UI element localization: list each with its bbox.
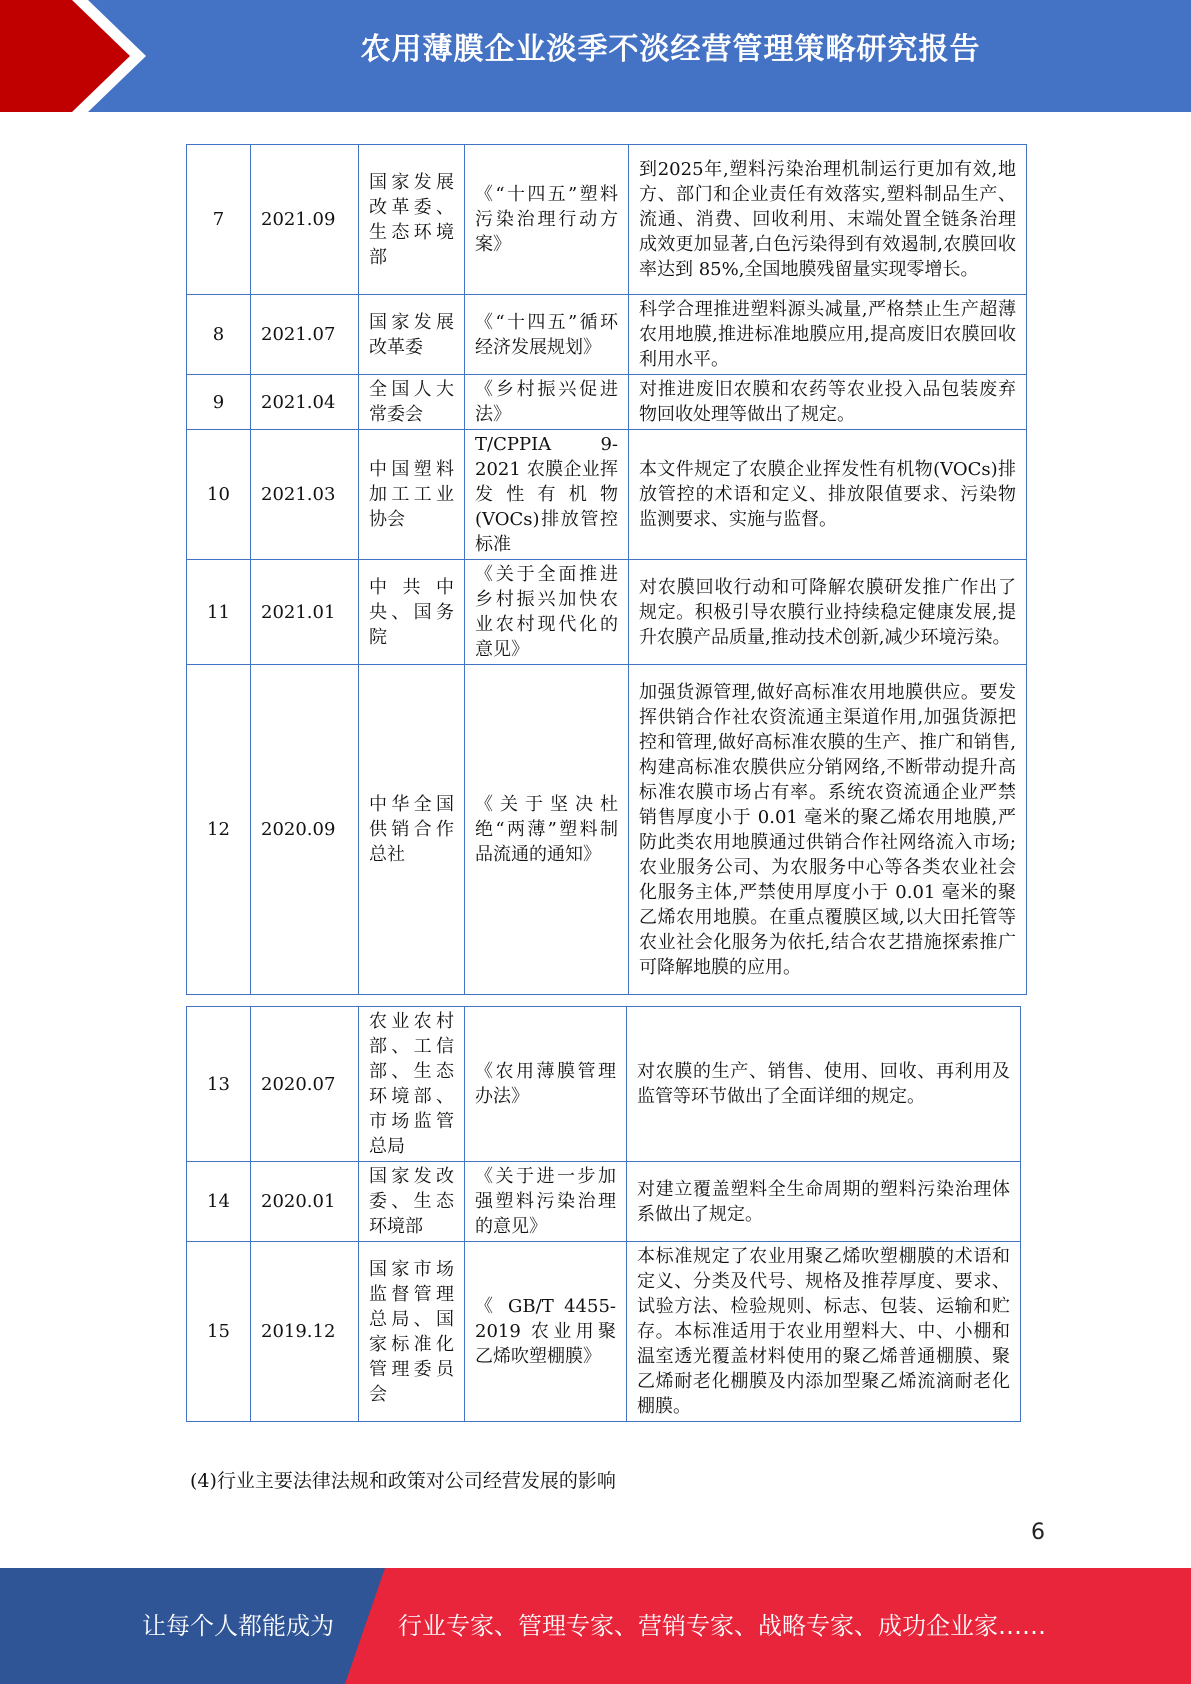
footer-slogan-right: 行业专家、管理专家、营销专家、战略专家、成功企业家……	[398, 1612, 1046, 1640]
row-issuer: 国家发展改革委、生态环境部	[359, 145, 465, 295]
row-number: 7	[187, 145, 251, 295]
row-content: 对农膜的生产、销售、使用、回收、再利用及监管等环节做出了全面详细的规定。	[627, 1007, 1021, 1162]
row-document: 《农用薄膜管理办法》	[465, 1007, 627, 1162]
row-issuer: 全国人大常委会	[359, 375, 465, 430]
row-number: 12	[187, 665, 251, 995]
row-number: 15	[187, 1242, 251, 1422]
row-document: T/CPPIA 9-2021 农膜企业挥发性有机物(VOCs)排放管控标准	[465, 430, 629, 560]
row-document: 《关于坚决杜绝“两薄”塑料制品流通的通知》	[465, 665, 629, 995]
row-issuer: 农业农村部、工信部、生态环境部、市场监管总局	[359, 1007, 465, 1162]
row-issuer: 国家发展改革委	[359, 295, 465, 375]
table-row	[187, 375, 1027, 430]
row-document: 《 GB/T 4455-2019 农业用聚乙烯吹塑棚膜》	[465, 1242, 627, 1422]
table-row	[187, 145, 1027, 295]
row-date: 2020.09	[251, 665, 359, 995]
row-date: 2021.07	[251, 295, 359, 375]
table-row	[187, 430, 1027, 560]
page-footer	[0, 1568, 1191, 1684]
row-document: 《关于全面推进乡村振兴加快农业农村现代化的意见》	[465, 560, 629, 665]
row-content: 科学合理推进塑料源头减量,严格禁止生产超薄农用地膜,推进标准地膜应用,提高废旧农膜回收利用水平。	[629, 295, 1027, 375]
footer-slogan-left: 让每个人都能成为	[142, 1612, 334, 1640]
section-heading: (4)行业主要法律法规和政策对公司经营发展的影响	[190, 1470, 616, 1492]
header-red-chevron	[0, 0, 150, 112]
row-issuer: 中共中央、国务院	[359, 560, 465, 665]
row-content: 到2025年,塑料污染治理机制运行更加有效,地方、部门和企业责任有效落实,塑料制品生产、流通、消费、回收利用、末端处置全链条治理成效更加显著,白色污染得到有效遏制,农膜回收率达到 85%,全国地膜残留量实现零增长。	[629, 145, 1027, 295]
row-date: 2021.01	[251, 560, 359, 665]
row-issuer: 中国塑料加工工业协会	[359, 430, 465, 560]
row-document: 《关于进一步加强塑料污染治理的意见》	[465, 1162, 627, 1242]
row-issuer: 国家市场监督管理总局、国家标准化管理委员会	[359, 1242, 465, 1422]
row-document: 《乡村振兴促进法》	[465, 375, 629, 430]
table-row	[187, 560, 1027, 665]
page-number: 6	[1031, 1520, 1045, 1545]
row-document: 《“十四五”塑料污染治理行动方案》	[465, 145, 629, 295]
row-content: 对建立覆盖塑料全生命周期的塑料污染治理体系做出了规定。	[627, 1162, 1021, 1242]
row-content: 对农膜回收行动和可降解农膜研发推广作出了规定。积极引导农膜行业持续稳定健康发展,提升农膜产品质量,推动技术创新,减少环境污染。	[629, 560, 1027, 665]
row-number: 13	[187, 1007, 251, 1162]
row-number: 8	[187, 295, 251, 375]
row-number: 11	[187, 560, 251, 665]
row-date: 2021.03	[251, 430, 359, 560]
policy-table-1	[186, 144, 1027, 995]
table-row	[187, 1162, 1021, 1242]
row-date: 2020.01	[251, 1162, 359, 1242]
report-title: 农用薄膜企业淡季不淡经营管理策略研究报告	[360, 32, 981, 67]
row-issuer: 中华全国供销合作总社	[359, 665, 465, 995]
policy-table-2	[186, 1006, 1021, 1422]
row-content: 本文件规定了农膜企业挥发性有机物(VOCs)排放管控的术语和定义、排放限值要求、污染物监测要求、实施与监督。	[629, 430, 1027, 560]
row-content: 本标准规定了农业用聚乙烯吹塑棚膜的术语和定义、分类及代号、规格及推荐厚度、要求、试验方法、检验规则、标志、包装、运输和贮存。本标准适用于农业用塑料大、中、小棚和温室透光覆盖材料使用的聚乙烯普通棚膜、聚乙烯耐老化棚膜及内添加型聚乙烯流滴耐老化棚膜。	[627, 1242, 1021, 1422]
table-row	[187, 665, 1027, 995]
row-number: 14	[187, 1162, 251, 1242]
row-date: 2019.12	[251, 1242, 359, 1422]
row-number: 10	[187, 430, 251, 560]
table-row	[187, 1242, 1021, 1422]
table-row	[187, 295, 1027, 375]
row-date: 2021.09	[251, 145, 359, 295]
table-row	[187, 1007, 1021, 1162]
row-date: 2021.04	[251, 375, 359, 430]
page-header	[0, 0, 1191, 112]
row-document: 《“十四五”循环经济发展规划》	[465, 295, 629, 375]
row-content: 对推进废旧农膜和农药等农业投入品包装废弃物回收处理等做出了规定。	[629, 375, 1027, 430]
row-number: 9	[187, 375, 251, 430]
row-content: 加强货源管理,做好高标准农用地膜供应。要发挥供销合作社农资流通主渠道作用,加强货源把控和管理,做好高标准农膜的生产、推广和销售,构建高标准农膜供应分销网络,不断带动提升高标准农膜市场占有率。系统农资流通企业严禁销售厚度小于 0.01 毫米的聚乙烯农用地膜,严防此类农用地膜通过供销合作社网络流入市场;农业服务公司、为农服务中心等各类农业社会化服务主体,严禁使用厚度小于 0.01 毫米的聚乙烯农用地膜。在重点覆膜区域,以大田托管等农业社会化服务为依托,结合农艺措施探索推广可降解地膜的应用。	[629, 665, 1027, 995]
row-issuer: 国家发改委、生态环境部	[359, 1162, 465, 1242]
row-date: 2020.07	[251, 1007, 359, 1162]
